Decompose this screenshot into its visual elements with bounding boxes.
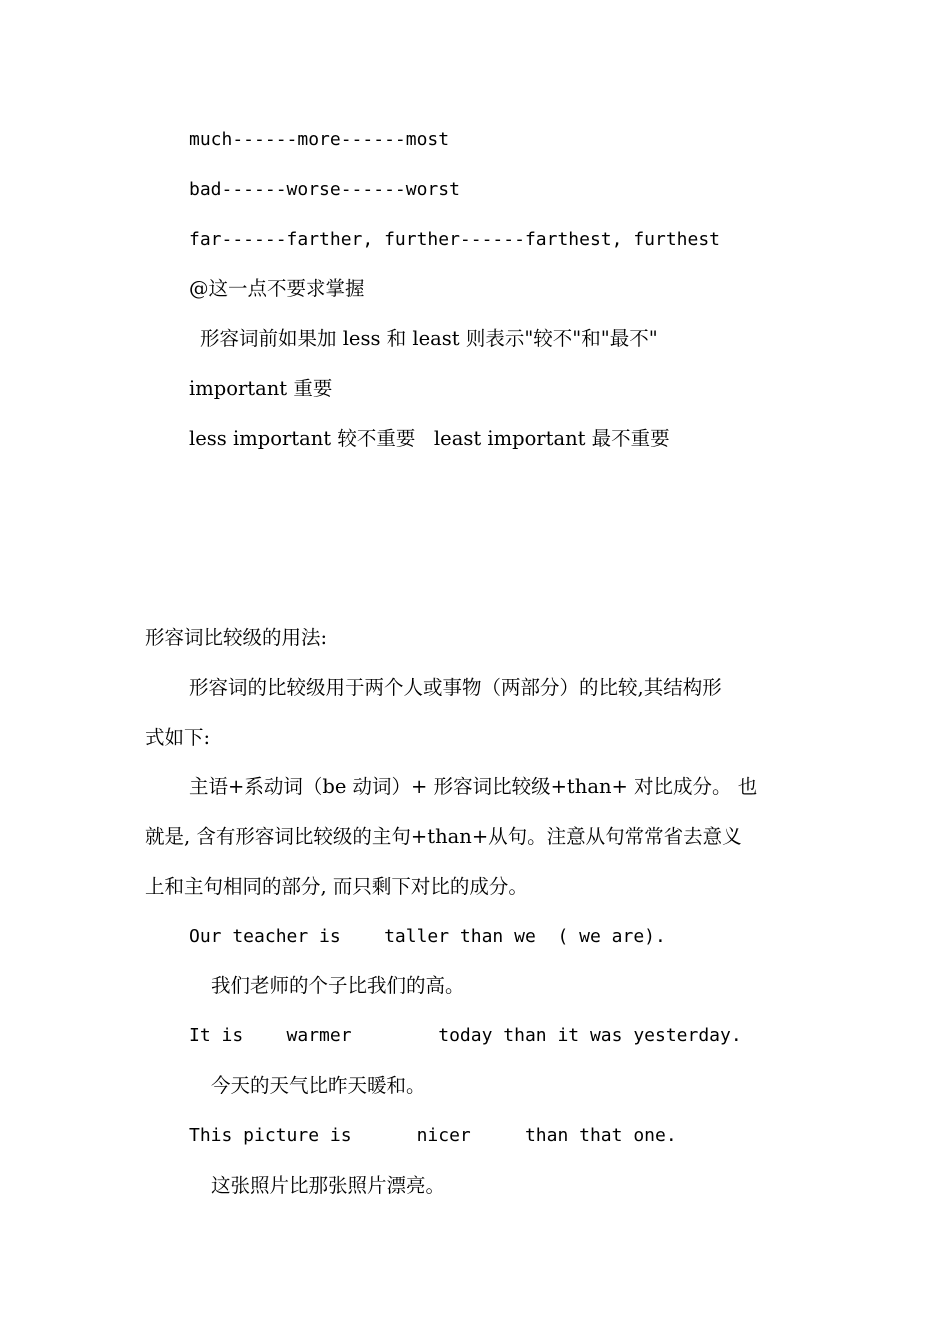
example-1-chinese: 我们老师的个子比我们的高。 xyxy=(211,974,465,997)
paragraph-2-line-3: 上和主句相同的部分, 而只剩下对比的成分。 xyxy=(145,875,528,898)
example-3-chinese: 这张照片比那张照片漂亮。 xyxy=(211,1174,446,1197)
example-2-chinese: 今天的天气比昨天暖和。 xyxy=(211,1074,426,1097)
paragraph-2-line-1: 主语+系动词（be 动词）+ 形容词比较级+than+ 对比成分。 也 xyxy=(189,775,758,798)
comparison-far: far------farther, further------farthest, furthest xyxy=(189,229,721,250)
example-1-english: Our teacher is taller than we ( we are). xyxy=(189,926,666,947)
paragraph-1-line-2: 式如下: xyxy=(145,726,211,749)
note-not-required: @这一点不要求掌握 xyxy=(189,277,365,300)
example-2-english: It is warmer today than it was yesterday. xyxy=(189,1025,742,1046)
paragraph-1-line-1: 形容词的比较级用于两个人或事物（两部分）的比较,其结构形 xyxy=(189,676,722,699)
section-heading: 形容词比较级的用法: xyxy=(145,626,328,649)
comparison-much: much------more------most xyxy=(189,129,450,150)
example-3-english: This picture is nicer than that one. xyxy=(189,1125,677,1146)
example-less-least-important: less important 较不重要 least important 最不重要 xyxy=(189,427,670,450)
less-least-rule: 形容词前如果加 less 和 least 则表示"较不"和"最不" xyxy=(200,327,658,350)
paragraph-2-line-2: 就是, 含有形容词比较级的主句+than+从句。注意从句常常省去意义 xyxy=(145,825,742,848)
comparison-bad: bad------worse------worst xyxy=(189,179,460,200)
example-important: important 重要 xyxy=(189,377,333,400)
